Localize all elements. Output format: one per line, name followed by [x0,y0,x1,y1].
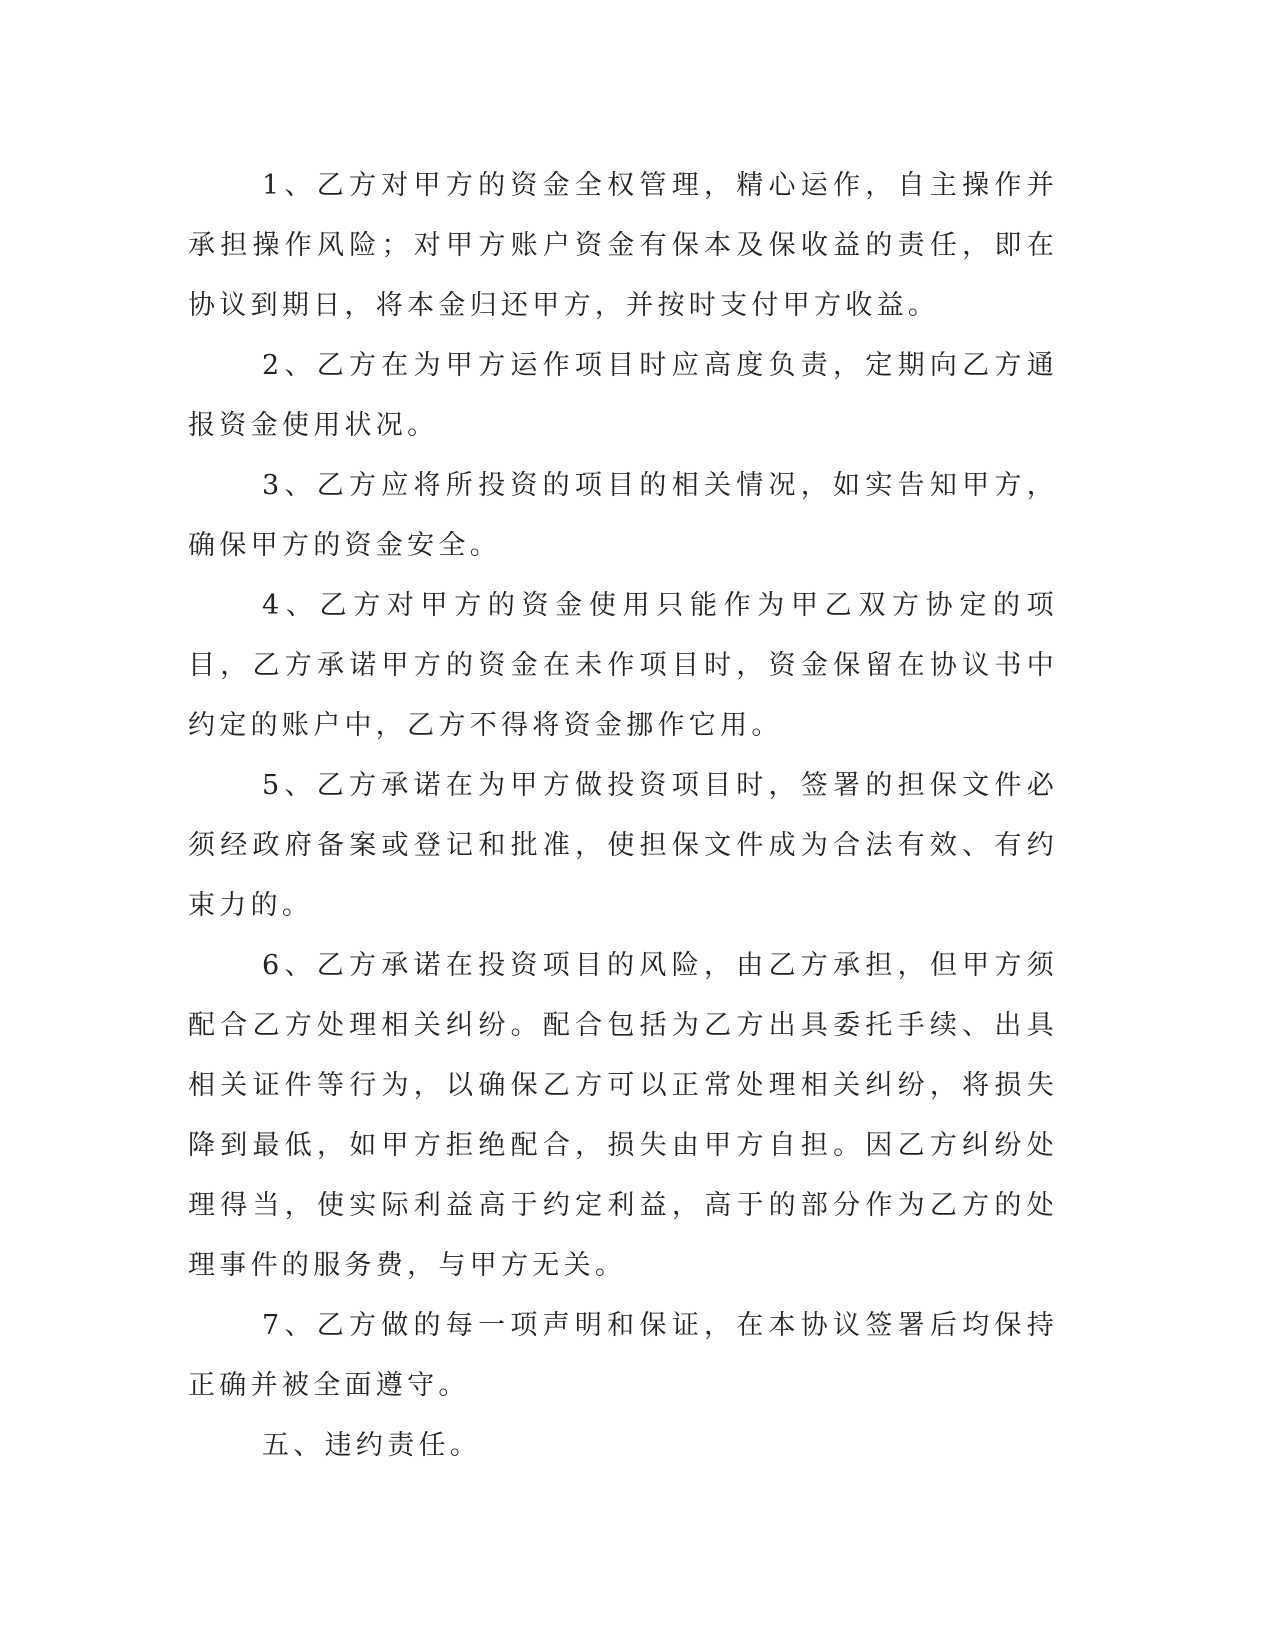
clause-4-paragraph: 4、乙方对甲方的资金使用只能作为甲乙双方协定的项目，乙方承诺甲方的资金在未作项目时，资金保留在协议书中约定的账户中，乙方不得将资金挪作它用。 [188,590,1058,741]
clause-5-paragraph: 5、乙方承诺在为甲方做投资项目时，签署的担保文件必须经政府备案或登记和批准，使担保文件成为合法有效、有约束力的。 [188,770,1058,921]
clause-7-paragraph: 7、乙方做的每一项声明和保证，在本协议签署后均保持正确并被全面遵守。 [188,1310,1058,1401]
document-body [188,156,1058,1476]
clause-3-paragraph: 3、乙方应将所投资的项目的相关情况，如实告知甲方，确保甲方的资金安全。 [188,470,1058,561]
clause-6-paragraph: 6、乙方承诺在投资项目的风险，由乙方承担，但甲方须配合乙方处理相关纠纷。配合包括为乙方出具委托手续、出具相关证件等行为，以确保乙方可以正常处理相关纠纷，将损失降到最低，如甲方拒绝配合，损失由甲方自担。因乙方纠纷处理得当，使实际利益高于约定利益，高于的部分作为乙方的处理事件的服务费，与甲方无关。 [188,950,1058,1281]
clause-1-paragraph: 1、乙方对甲方的资金全权管理，精心运作，自主操作并承担操作风险；对甲方账户资金有保本及保收益的责任，即在协议到期日，将本金归还甲方，并按时支付甲方收益。 [188,170,1058,321]
clause-2-paragraph: 2、乙方在为甲方运作项目时应高度负责，定期向乙方通报资金使用状况。 [188,350,1058,441]
section-heading-breach-liability: 五、违约责任。 [262,1430,482,1461]
